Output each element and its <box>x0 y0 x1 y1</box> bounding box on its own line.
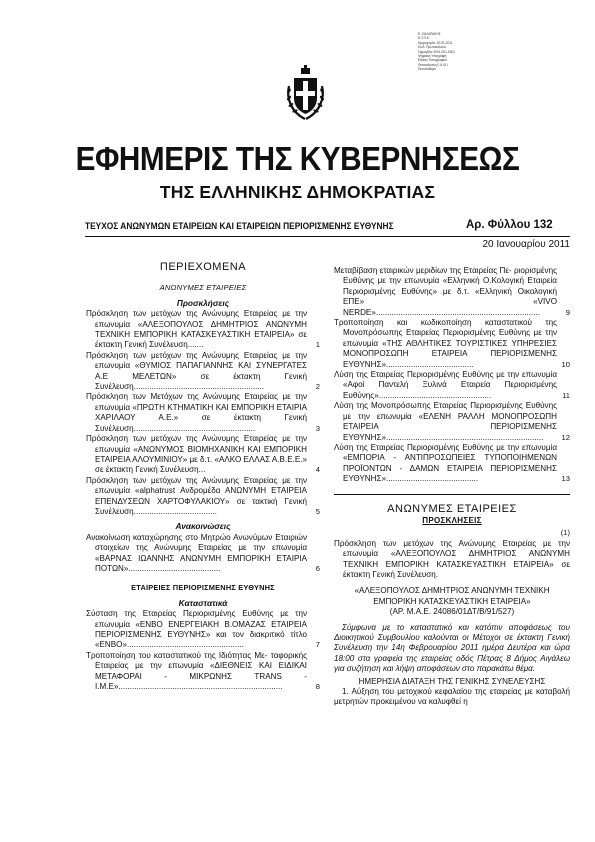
section-rule <box>334 494 570 495</box>
contents-entry <box>86 651 320 693</box>
contents-entry <box>334 370 570 401</box>
contents-entry <box>86 476 320 518</box>
epe-heading: ΕΤΑΙΡΕΙΕΣ ΠΕΡΙΟΡΙΣΜΕΝΗΣ ΕΥΘΥΝΗΣ <box>131 583 275 593</box>
stamp-line: Κ.Υ.Π.Ε. <box>418 36 430 41</box>
contents-entry-title: Λύση της Μονοπρόσωπης Εταιρείας Περιορισμένης <box>334 401 523 411</box>
notice-paragraph: Σύμφωνα με το καταστατικό και κατόπιν αποφάσεως του Διοικητικού Συμβουλίου καλούνται οι Μέτοχοι σε έκτακτη Γενική Συνέλευση την 14η Φεβρουαρίου 2011 ημέρα Δευτέρα και ώρα 18:00 στα γραφεία της εταιρείας οδός Πέτρας 8 Δήμος Αιγάλεω για συζήτηση και λήψη αποφάσεων στο παρακάτω θέμα. <box>334 622 570 674</box>
contents-entry <box>86 434 320 476</box>
stamp-line: Ε. ΖΑΧΑΡΑΚΗΣ <box>418 32 441 36</box>
contents-entry-page: 7 <box>315 640 320 650</box>
contents-entry <box>86 609 320 651</box>
contents-entry <box>334 266 570 318</box>
announcements-list <box>86 533 320 575</box>
contents-entry <box>86 309 320 351</box>
contents-entry-page: 13 <box>561 474 570 484</box>
contents-entry-text: ριορισμένης Ευθύνης με την επωνυμία «Ελληνική Ο.Κολογική Εταιρεία Περιορισμένης Ευθύνης» με δ.τ. «Ελληνική Οικολογική ΕΠΕ» «VIVO NERDE»......................................................................... <box>343 266 557 317</box>
company-name-block: «ΑΛΕΞΟΠΟΥΛΟΣ ΔΗΜΗΤΡΙΟΣ ΑΝΩΝΥΜΗ ΤΕΧΝΙΚΗ ΕΜΠΟΡΙΚΗ ΚΑΤΑΣΚΕΥΑΣΤΙΚΗ ΕΤΑΙΡΕΙΑ» <box>354 586 550 606</box>
contents-entry-title: Τροποποίηση του καταστατικού της Ιδιότητας Με- <box>86 650 268 660</box>
contents-entry-text: επωνυμία «Αφοί Παντελή Ξυλινά Εταιρεία Περιορισμένης Ευθύνης».................................................. <box>343 370 557 400</box>
agenda-item: 1. Αύξηση του μετοχικού κεφαλαίου της εταιρείας με καταβολή μετρητών προκειμένου να καλυφθεί η <box>334 687 570 707</box>
contents-entry-text: με την επωνυμία «alphatrust Ανδρομέδα ΑΝΩΝΥΜΗ ΕΤΑΙΡΕΙΑ ΕΠΕΝΔΥΣΕΩΝ ΧΑΡΤΟΦΥΛΑΚΙΟΥ» σε τακτική Γενική Συνέλευση..................................... <box>95 475 307 516</box>
contents-entry <box>334 318 570 370</box>
stamp-line: Κωδ. Πρωτοκόλλου: <box>418 45 447 50</box>
invitations-list <box>86 309 320 517</box>
stamp-line: Εθνικό Τυπογραφείο <box>418 58 447 63</box>
announcements-heading: Ανακοινώσεις <box>175 521 231 532</box>
registration-number: (ΑΡ. Μ.Α.Ε. 24086/01ΔΤ/Β/91/527) <box>389 607 515 617</box>
contents-entry-page: 8 <box>315 682 320 692</box>
contents-entry-title: Πρόσκληση των μετόχων της Ανώνυμης Εταιρείας <box>86 309 278 319</box>
contents-entry-page: 5 <box>315 506 320 516</box>
stamp-line: Ημερομηνία: 20.01.2011 <box>418 40 453 45</box>
contents-entry-page: 4 <box>315 465 320 475</box>
contents-entry-text: με την επωνυμία «ΠΡΩΤΗ ΚΤΗΜΑΤΙΚΗ ΚΑΙ ΕΜΠΟΡΙΚΗ ΕΤΑΙΡΙΑ ΧΑΡΙΛΑΟΥ Α.Ε.» σε έκτακτη Γενική Συνέλευση...................................................... <box>95 392 307 433</box>
contents-heading: ΠΕΡΙΕΧΟΜΕΝΑ <box>159 261 247 273</box>
contents-entry-page: 10 <box>561 359 570 369</box>
stamp-line: Εκτυπώθηκε <box>418 67 436 72</box>
statutes-heading: Καταστατικά <box>178 597 228 608</box>
digital-signature-stamp <box>418 32 488 72</box>
statutes-list <box>86 609 320 692</box>
contents-entry <box>86 533 320 575</box>
contents-entry-page: 6 <box>315 563 320 573</box>
contents-entry-text: ταφορικής Εταιρείας με την επωνυμία «ΔΙΕΘΝΕΙΣ ΚΑΙ ΕΙΔΙΚΑΙ ΜΕΤΑΦΟΡΑΙ - ΜΙΚΡΩΝΗΣ TRANS - I.M.E»......................................................................... <box>95 650 307 692</box>
contents-entry <box>86 392 320 434</box>
contents-entry <box>86 351 320 393</box>
sheet-number: Αρ. Φύλλου 132 <box>466 219 553 231</box>
contents-entry-page: 3 <box>315 423 320 433</box>
issue-type: ΤΕΥΧΟΣ ΑΝΩΝΥΜΩΝ ΕΤΑΙΡΕΙΩΝ ΚΑΙ ΕΤΑΙΡΕΙΩΝ ΠΕΡΙΟΡΙΣΜΕΝΗΣ ΕΥΘΥΝΗΣ <box>85 221 394 232</box>
contents-entry-text: Εταιριών στοιχείων της Ανώνυμης Εταιρείας με την επωνυμία «ΒΑΡΝΑΣ ΙΩΑΝΝΗΣ ΑΝΩΝΥΜΗ ΕΜΠΟΡΙΚΗ ΕΤΑΙΡΙΑ ΠΟΤΩΝ»......................................... <box>95 532 307 573</box>
contents-entry-page: 1 <box>315 340 320 350</box>
ae-heading: ΑΝΩΝΥΜΕΣ ΕΤΑΙΡΕΙΕΣ <box>159 283 247 293</box>
contents-entry-title: Μεταβίβαση εταιρικών μεριδίων της Εταιρείας Πε- <box>334 266 512 275</box>
contents-entry-title: Πρόσκληση των μετόχων της Ανώνυμης Εταιρείας <box>86 475 278 485</box>
gazette-subtitle: ΤΗΣ ΕΛΛΗΝΙΚΗΣ ΔΗΜΟΚΡΑΤΙΑΣ <box>159 182 436 202</box>
invitations-heading: Προσκλήσεις <box>176 297 230 308</box>
stamp-line: Ψηφιακή Υπογραφή <box>418 54 447 59</box>
header-rule <box>85 236 570 237</box>
right-contents-list <box>334 266 570 485</box>
gazette-title: ΕΦΗΜΕΡΙΣ ΤΗΣ ΚΥΒΕΡΝΗΣΕΩΣ <box>75 140 520 177</box>
notice-intro-rest: την επωνυμία «ΑΛΕΞΟΠΟΥΛΟΣ ΔΗΜΗΤΡΙΟΣ ΑΝΩΝΥΜΗ ΤΕΧΝΙΚΗ ΕΜΠΟΡΙΚΗ ΚΑΤΑΣΚΕΥΑΣΤΙΚΗ ΕΤΑΙΡΕΙΑ» σε έκτακτη Γενική Συνέλευση. <box>343 538 571 579</box>
contents-entry-page: 12 <box>561 432 570 442</box>
contents-entry <box>334 401 570 443</box>
body-subheading: ΠΡΟΣΚΛΗΣΕΙΣ <box>422 515 482 525</box>
contents-column-left <box>86 262 320 692</box>
contents-entry-title: Πρόσκληση των μετόχων της Ανώνυμης Εταιρείας <box>86 434 278 444</box>
contents-entry-text: με την επωνυμία «ΘΥΜΙΟΣ ΠΑΠΑΓΙΑΝΝΗΣ ΚΑΙ ΣΥΝΕΡΓΑΤΕΣ Α.Ε ΜΕΛΕΤΩΝ» σε έκτακτη Γενική Συνέλευση.......................................................... <box>95 350 307 392</box>
contents-entry-title: Ανακοίνωση καταχώρησης στο Μητρώο Ανωνύμων <box>86 532 273 542</box>
contents-entry-title: Πρόσκληση των Μετόχων της Ανώνυμης Εταιρείας <box>86 392 278 402</box>
contents-entry-text: με την επωνυμία «ΑΛΕΞΟΠΟΥΛΟΣ ΔΗΜΗΤΡΙΟΣ ΑΝΩΝΥΜΗ ΤΕΧΝΙΚΗ ΕΜΠΟΡΙΚΗ ΚΑΤΑΣΚΕΥΑΣΤΙΚΗ ΕΤΑΙΡΕΙΑ» σε έκτακτη Γενική Συνέλευση....... <box>95 309 307 350</box>
body-section-heading: ΑΝΩΝΥΜΕΣ ΕΤΑΙΡΕΙΕΣ <box>387 502 517 515</box>
contents-entry-text: την επωνυμία «ΕΝΒΟ ΕΝΕΡΓΕΙΑΚΗ Β.ΟΜΑΖΑΣ ΕΤΑΙΡΕΙΑ ΠΕΡΙΟΡΙΣΜΕΝΗΣ ΕΥΘΥΝΗΣ» και τον διακριτικό τίτλο «ΕΝΒΟ».................................................... <box>95 609 307 650</box>
contents-entry-page: 11 <box>562 390 570 400</box>
contents-entry-text: με την επωνυμία «ΑΝΩΝΥΜΟΣ ΒΙΟΜΗΧΑΝΙΚΗ ΚΑΙ ΕΜΠΟΡΙΚΗ ΕΤΑΙΡΕΙΑ ΑΛΟΥΜΙΝΙΟΥ» με δ.τ. «ΑΛΚΟ ΕΛΛΑΣ Α.Β.Ε.Ε.» σε έκτακτη Γενική Συνέλευση... <box>95 434 307 475</box>
contents-column-right <box>334 266 570 708</box>
contents-entry-title: Σύσταση της Εταιρείας Περιορισμένης Ευθύνης με <box>86 609 289 619</box>
contents-entry-text: Ευθύνης με την επωνυμία «ΕΛΕΝΗ ΡΑΛΛΗ ΜΟΝΟΠΡΟΣΩΠΗ ΕΤΑΙΡΕΙΑ ΠΕΡΙΟΡΙΣΜΕΝΗΣ ΕΥΘΥΝΗΣ»...................................................................... <box>343 401 558 442</box>
greek-coat-of-arms-icon <box>283 64 328 124</box>
notice-intro-first: Πρόσκληση των μετόχων της Ανώνυμης Εταιρείας με <box>334 538 552 548</box>
notice-intro <box>334 539 570 581</box>
contents-entry-page: 9 <box>565 307 570 317</box>
contents-entry-text: Μονοπρόσωπης Εταιρείας Περιορισμένης Ευθύνης με την επωνυμία «ΤΗΣ ΑΘΛΗΤΙΚΕΣ ΤΟΥΡΙΣΤΙΚΕΣ ΥΠΗΡΕΣΙΕΣ ΜΟΝΟΠΡΟΣΩΠΗ ΕΤΑΙΡΕΙΑ ΠΕΡΙΟΡΙΣΜΕΝΗΣ ΕΥΘΥΝΗΣ»....................................... <box>343 328 557 369</box>
issue-date: 20 Ιανουαρίου 2011 <box>482 239 570 250</box>
contents-entry-title: Λύση της Εταιρείας Περιορισμένης Ευθύνης με την <box>334 442 520 452</box>
contents-entry-title: Λύση της Εταιρείας Περιορισμένης Ευθύνης με την <box>334 370 520 380</box>
contents-entry-title: Τροποποίηση και κωδικοποίηση καταστατικού της <box>334 318 557 328</box>
contents-entry-title: Πρόσκληση των μετόχων της Ανώνυμης Εταιρείας <box>86 350 278 360</box>
contents-entry <box>334 443 570 485</box>
agenda-title: ΗΜΕΡΗΣΙΑ ΔΙΑΤΑΞΗ ΤΗΣ ΓΕΝΙΚΗΣ ΣΥΝΕΛΕΥΣΗΣ <box>358 676 546 686</box>
contents-entry-page: 2 <box>315 382 320 392</box>
contents-entry-text: επωνυμία «ΕΜΠΟΡΙΑ - ΑΝΤΙΠΡΟΣΩΠΕΙΕΣ ΤΥΠΟΠΟΙΗΜΕΝΩΝ ΠΡΟΪΟΝΤΩΝ - ΔΑΜΩΝ ΕΤΑΙΡΕΙΑ ΠΕΡΙΟΡΙΣΜΕΝΗΣ ΕΥΘΥΝΗΣ»......................................... <box>343 442 557 484</box>
notice-number: (1) <box>560 528 570 538</box>
stamp-line: Σφραγίδα: 0001-001-0001 <box>418 49 456 54</box>
stamp-line: Θεσσαλονίκη 0 8.41 Ι <box>418 62 449 67</box>
